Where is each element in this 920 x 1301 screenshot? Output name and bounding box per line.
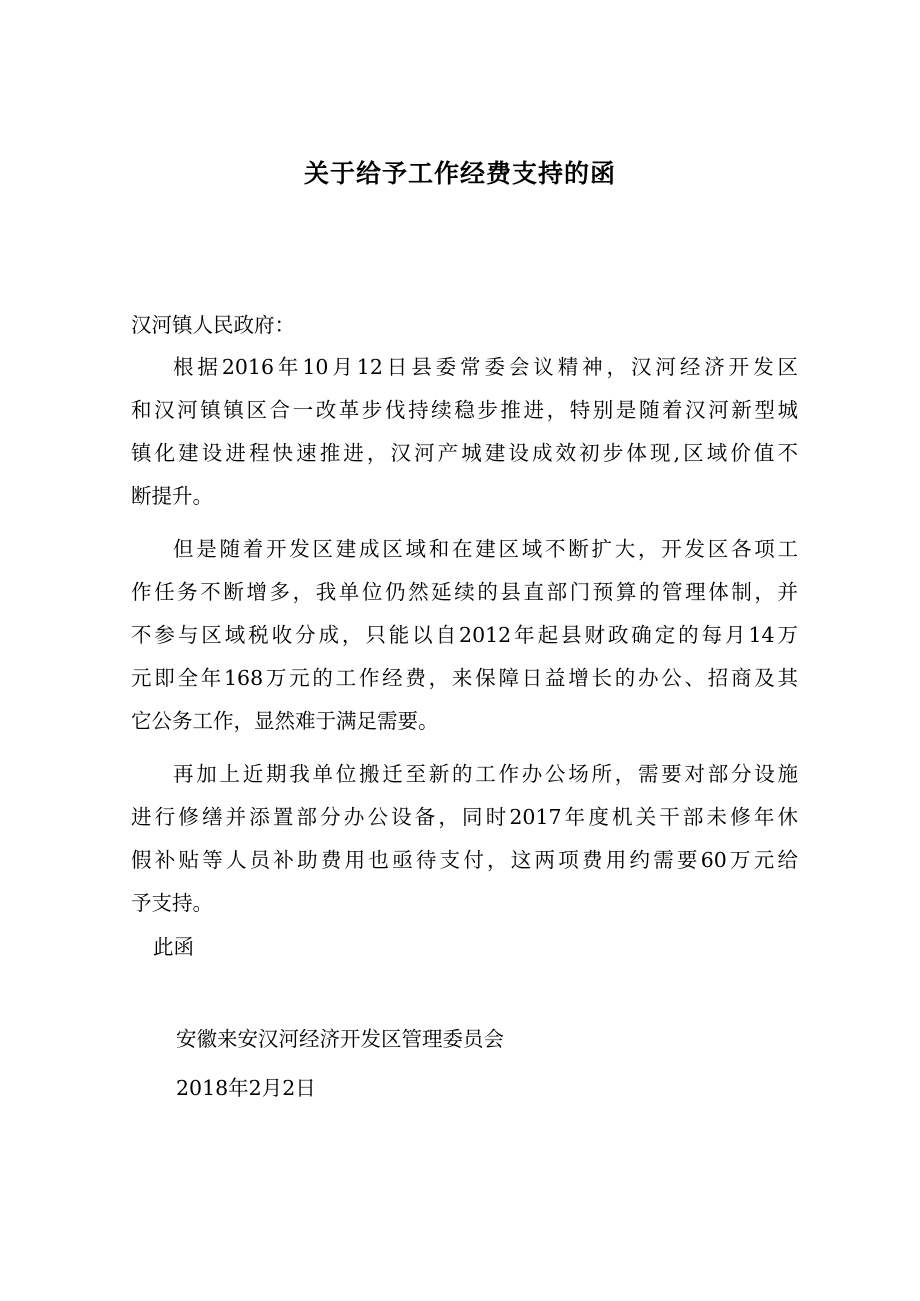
paragraph-line: 假补贴等人员补助费用也亟待支付，这两项费用约需要60万元给 [131, 848, 798, 872]
letter-title: 关于给予工作经费支持的函 [303, 159, 616, 188]
date: 2018年2月2日 [176, 1076, 316, 1100]
paragraph-2 [131, 528, 798, 743]
paragraph-line: 元即全年168万元的工作经费，来保障日益增长的办公、招商及其 [131, 666, 798, 690]
paragraph-line: 它公务工作，显然难于满足需要。 [131, 709, 439, 733]
paragraph-3 [131, 753, 798, 925]
salutation-block [131, 304, 798, 347]
signature: 安徽来安汉河经济开发区管理委员会 [176, 1027, 504, 1051]
paragraph-line: 作任务不断增多，我单位仍然延续的县直部门预算的管理体制，并 [131, 580, 798, 604]
paragraph-line: 断提升。 [131, 484, 213, 508]
closing: 此函 [153, 935, 194, 959]
paragraph-line: 进行修缮并添置部分办公设备，同时2017年度机关干部未修年休 [131, 805, 798, 829]
date-block [176, 1067, 843, 1110]
paragraph-line: 镇化建设进程快速推进，汉河产城建设成效初步体现,区域价值不 [131, 441, 798, 465]
closing-block [153, 926, 820, 969]
signature-block [176, 1018, 843, 1061]
paragraph-line: 再加上近期我单位搬迁至新的工作办公场所，需要对部分设施 [173, 762, 798, 786]
paragraph-line: 不参与区域税收分成，只能以自2012年起县财政确定的每月14万 [131, 623, 798, 647]
paragraph-line: 但是随着开发区建成区域和在建区域不断扩大，开发区各项工 [173, 537, 798, 561]
salutation: 汉河镇人民政府： [131, 313, 295, 337]
paragraph-line: 和汉河镇镇区合一改革步伐持续稳步推进，特别是随着汉河新型城 [131, 398, 798, 422]
paragraph-line: 根据2016年10月12日县委常委会议精神，汉河经济开发区 [173, 355, 798, 379]
paragraph-1 [131, 346, 798, 518]
paragraph-line: 予支持。 [131, 891, 213, 915]
